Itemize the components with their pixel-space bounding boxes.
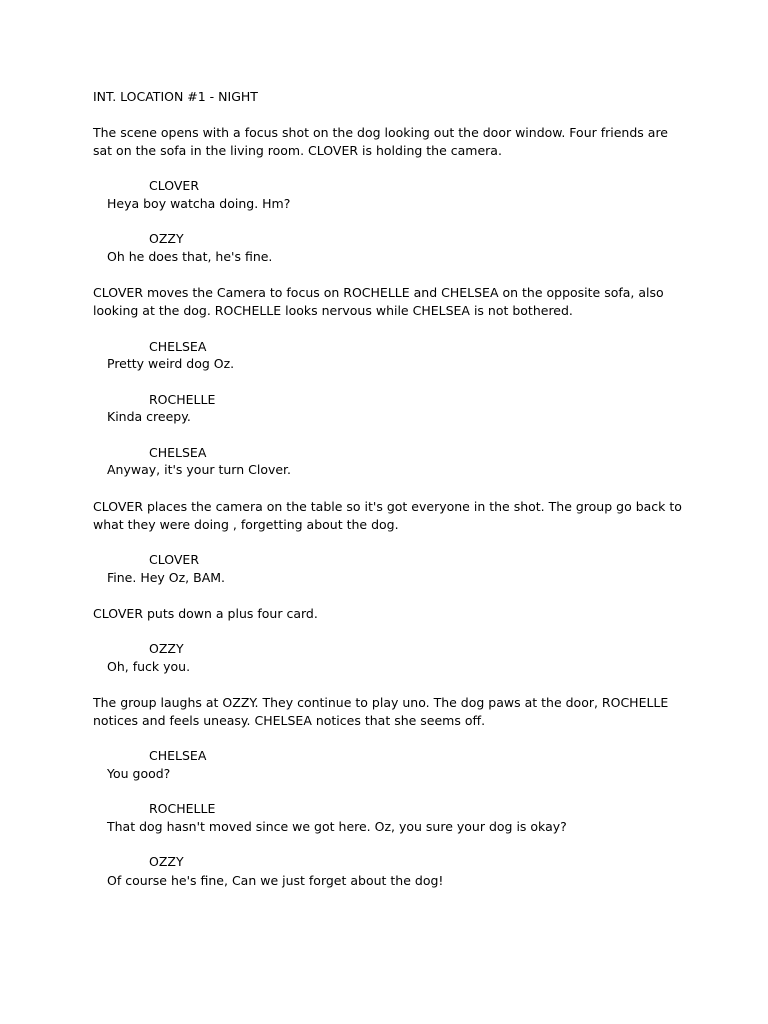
dialogue-line: Pretty weird dog Oz. — [107, 356, 235, 371]
action-line: The scene opens with a focus shot on the dog looking out the door window. Four friends are — [93, 125, 668, 140]
character-name: CHELSEA — [149, 445, 207, 460]
action-line: CLOVER puts down a plus four card. — [93, 606, 318, 621]
character-name: CHELSEA — [149, 748, 207, 763]
character-name: OZZY — [149, 854, 184, 869]
action-line: The group laughs at OZZY. They continue to play uno. The dog paws at the door, ROCHELLE — [93, 695, 669, 710]
action-line: CLOVER places the camera on the table so it's got everyone in the shot. The group go back to — [93, 499, 682, 514]
action-line: notices and feels uneasy. CHELSEA notices that she seems off. — [93, 713, 486, 728]
dialogue-line: Fine. Hey Oz, BAM. — [107, 570, 226, 585]
character-name: OZZY — [149, 231, 184, 246]
dialogue-line: That dog hasn't moved since we got here. Oz, you sure your dog is okay? — [107, 819, 567, 834]
character-name: ROCHELLE — [149, 801, 216, 816]
character-name: CLOVER — [149, 178, 199, 193]
dialogue-line: Oh he does that, he's fine. — [107, 249, 273, 264]
scene-heading: INT. LOCATION #1 - NIGHT — [93, 89, 258, 104]
action-line: CLOVER moves the Camera to focus on ROCHELLE and CHELSEA on the opposite sofa, also — [93, 285, 664, 300]
character-name: CLOVER — [149, 552, 199, 567]
action-line: what they were doing , forgetting about the dog. — [93, 517, 399, 532]
dialogue-line: Heya boy watcha doing. Hm? — [107, 196, 291, 211]
action-line: sat on the sofa in the living room. CLOVER is holding the camera. — [93, 143, 502, 158]
character-name: CHELSEA — [149, 339, 207, 354]
dialogue-line: Kinda creepy. — [107, 409, 191, 424]
dialogue-line: Oh, fuck you. — [107, 659, 191, 674]
dialogue-line: You good? — [107, 766, 171, 781]
action-line: looking at the dog. ROCHELLE looks nervous while CHELSEA is not bothered. — [93, 303, 573, 318]
dialogue-line: Anyway, it's your turn Clover. — [107, 462, 292, 477]
character-name: ROCHELLE — [149, 392, 216, 407]
dialogue-line: Of course he's fine, Can we just forget about the dog! — [107, 873, 444, 888]
character-name: OZZY — [149, 641, 184, 656]
